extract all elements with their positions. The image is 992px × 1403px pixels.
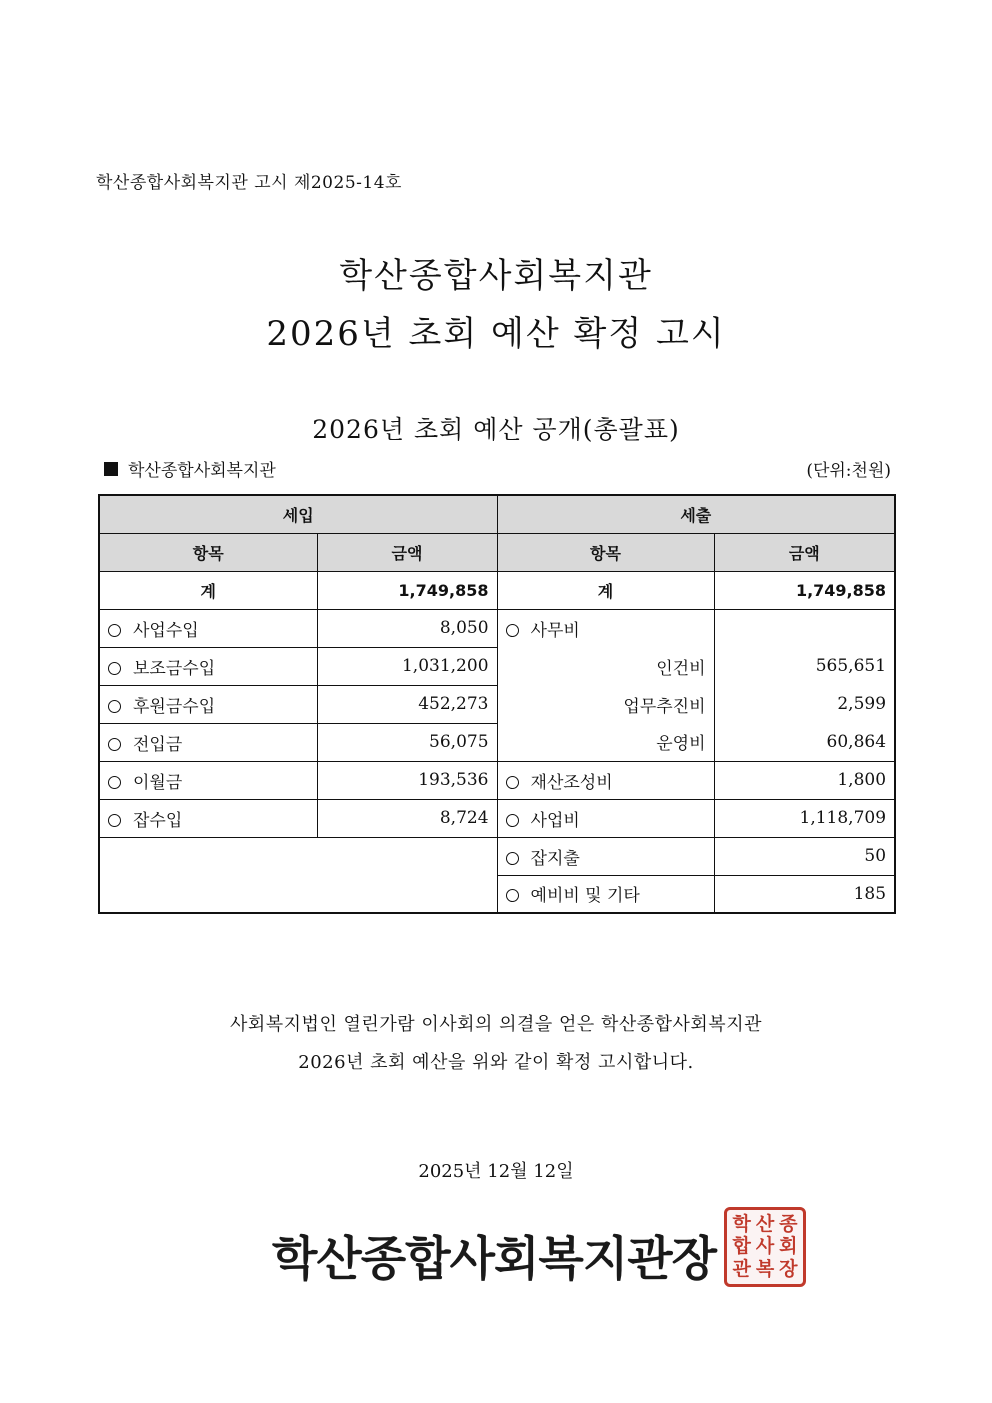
expense-header: 세출 [497,495,895,533]
seal-glyph: 회 [779,1235,798,1258]
revenue-item [99,761,317,799]
revenue-item-label: 보조금수입 [133,658,216,679]
revenue-header: 세입 [99,495,497,533]
revenue-item-amount: 1,031,200 [317,647,497,685]
table-title: 2026년 초회 예산 공개(총괄표) [312,415,680,444]
circle-icon [506,852,519,865]
revenue-total-label: 계 [99,571,317,609]
seal-glyph: 관 [732,1258,751,1281]
revenue-empty-cell [99,837,497,913]
revenue-item [99,685,317,723]
table-subheader-row [99,533,895,571]
expense-subitem-label: 인건비 [497,647,714,685]
table-header-row [99,495,895,533]
table-row [99,799,895,837]
revenue-item [99,647,317,685]
org-line [104,456,276,481]
expense-total-amount: 1,749,858 [714,571,895,609]
expense-item [497,761,714,799]
revenue-item [99,799,317,837]
expense-subitem-amount: 565,651 [714,647,895,685]
expense-item [497,799,714,837]
expense-item-amount: 1,800 [714,761,895,799]
seal-glyph: 산 [755,1212,775,1235]
revenue-total-amount: 1,749,858 [317,571,497,609]
closing-statement-line2: 2026년 초회 예산을 위와 같이 확정 고시합니다. [298,1052,694,1073]
closing-statement-line1: 사회복지법인 열린가람 이사회의 의결을 얻은 학산종합사회복지관 [230,1014,762,1035]
expense-item-amount: 185 [714,875,895,913]
revenue-item-label: 전입금 [133,734,183,755]
seal-glyph: 합 [732,1235,751,1258]
expense-item-amount: 1,118,709 [714,799,895,837]
notice-date: 2025년 12월 12일 [418,1161,574,1182]
revenue-item-header: 항목 [99,533,317,571]
table-row [99,609,895,647]
circle-icon [506,889,519,902]
circle-icon [108,624,121,637]
expense-subitem-amount: 60,864 [714,723,895,761]
total-row [99,571,895,609]
notice-number: 학산종합사회복지관 고시 제2025-14호 [96,173,402,193]
expense-item-label: 사무비 [530,620,580,641]
revenue-item-label: 후원금수입 [133,696,216,717]
table-row [99,647,895,685]
revenue-item-amount: 452,273 [317,685,497,723]
table-row [99,685,895,723]
signature-name: 학산종합사회복지관장 [272,1232,717,1287]
expense-item-amount: 50 [714,837,895,875]
expense-subitem-label: 운영비 [497,723,714,761]
revenue-item-amount: 8,050 [317,609,497,647]
expense-item-label: 잡지출 [530,848,580,869]
table-row [99,723,895,761]
expense-item-label: 사업비 [530,810,580,831]
revenue-item-label: 이월금 [133,772,183,793]
seal-glyph: 복 [755,1258,775,1281]
document-title-line2: 2026년 초회 예산 확정 고시 [266,314,726,354]
circle-icon [108,700,121,713]
circle-icon [108,738,121,751]
expense-amount-header: 금액 [714,533,895,571]
revenue-item-amount: 193,536 [317,761,497,799]
revenue-item-amount: 56,075 [317,723,497,761]
seal-glyph: 학 [732,1212,751,1235]
revenue-item [99,723,317,761]
expense-item-label: 재산조성비 [530,772,613,793]
circle-icon [506,624,519,637]
revenue-item-label: 잡수입 [133,810,183,831]
revenue-item-amount: 8,724 [317,799,497,837]
expense-item-header: 항목 [497,533,714,571]
expense-item [497,609,714,647]
revenue-amount-header: 금액 [317,533,497,571]
table-row [99,761,895,799]
expense-subitem-amount: 2,599 [714,685,895,723]
black-square-icon [104,462,118,476]
seal-glyph: 사 [755,1235,775,1258]
expense-item-label: 예비비 및 기타 [530,886,640,907]
circle-icon [108,662,121,675]
revenue-item [99,609,317,647]
unit-label: (단위:천원) [806,461,891,481]
expense-total-label: 계 [497,571,714,609]
expense-item [497,837,714,875]
circle-icon [506,776,519,789]
expense-item-amount-empty [714,609,895,647]
expense-item [497,875,714,913]
official-seal-icon [724,1207,806,1287]
budget-summary-table [98,494,896,914]
circle-icon [506,814,519,827]
revenue-item-label: 사업수입 [133,620,199,641]
table-row [99,837,895,875]
expense-subitem-label: 업무추진비 [497,685,714,723]
circle-icon [108,814,121,827]
circle-icon [108,776,121,789]
seal-glyph: 장 [779,1258,798,1281]
document-title-line1: 학산종합사회복지관 [339,256,653,296]
org-name: 학산종합사회복지관 [128,461,276,481]
seal-glyph: 종 [779,1212,798,1235]
